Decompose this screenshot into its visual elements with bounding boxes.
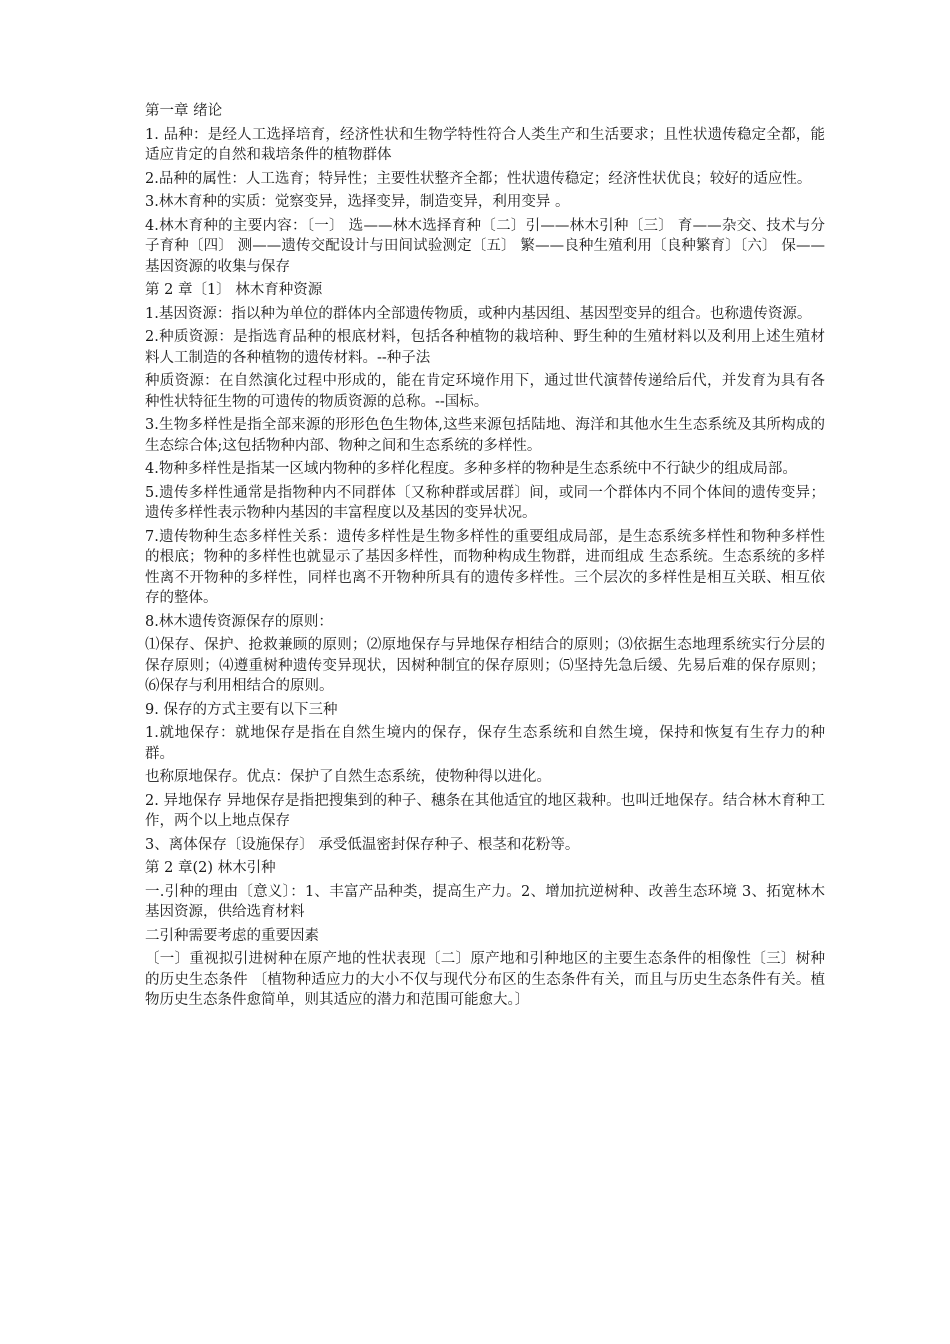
document-body bbox=[145, 101, 825, 1014]
paragraph: 二引种需要考虑的重要因素 bbox=[145, 927, 319, 944]
paragraph: 7.遗传物种生态多样性关系：遗传多样性是生物多样性的重要组成局部，是生态系统多样性和物种多样性的根底；物种的多样性也就显示了基因多样性，而物种构成生物群，进而组成 生态系统。生态系统的多样性离不开物种的多样性，同样也离不开物种所具有的遗传多样性。三个层次的多样性是相互关联、相互依存的整体。 bbox=[145, 528, 825, 606]
paragraph: 3.林木育种的实质：觉察变异，选择变异，制造变异，利用变异 。 bbox=[145, 194, 570, 210]
paragraph: 1.基因资源：指以种为单位的群体内全部遗传物质，或种内基因组、基因型变异的组合。也称遗传资源。 bbox=[145, 305, 812, 322]
chapter-2-2-heading: 第 2 章(2) 林木引种 bbox=[145, 860, 276, 876]
paragraph: 4.物种多样性是指某一区域内物种的多样化程度。多种多样的物种是生态系统中不行缺少的组成局部。 bbox=[145, 461, 797, 477]
paragraph: 1.就地保存：就地保存是指在自然生境内的保存，保存生态系统和自然生境，保持和恢复有生存力的种群。 bbox=[145, 725, 825, 762]
paragraph: 1. 品种：是经人工选择培育，经济性状和生物学特性符合人类生产和生活要求；且性状遗传稳定全都，能适应肯定的自然和栽培条件的植物群体 bbox=[145, 126, 825, 163]
paragraph: 2.品种的属性：人工选育；特异性；主要性状整齐全都；性状遗传稳定；经济性状优良；较好的适应性。 bbox=[145, 170, 812, 187]
paragraph: 4.林木育种的主要内容：〔一〕 选——林木选择育种〔二〕引——林木引种〔三〕 育——杂交、技术与分子育种〔四〕 测——遗传交配设计与田间试验测定〔五〕 繁——良种生殖利用〔良种繁育〕〔六〕 保——基因资源的收集与保存 bbox=[145, 217, 825, 275]
paragraph: 9. 保存的方式主要有以下三种 bbox=[145, 701, 338, 718]
paragraph: 3、离体保存〔设施保存〕 承受低温密封保存种子、根茎和花粉等。 bbox=[145, 836, 580, 853]
chapter-1-heading: 第一章 绪论 bbox=[145, 103, 223, 119]
paragraph: 5.遗传多样性通常是指物种内不同群体〔又称种群或居群〕间，或同一个群体内不同个体间的遗传变异；遗传多样性表示物种内基因的丰富程度以及基因的变异状况。 bbox=[145, 484, 825, 521]
paragraph: 2.种质资源：是指选育品种的根底材料，包括各种植物的栽培种、野生种的生殖材料以及利用上述生殖材料人工制造的各种植物的遗传材料。--种子法 bbox=[145, 329, 825, 366]
chapter-2-1-heading: 第 2 章〔1〕 林木育种资源 bbox=[145, 282, 323, 298]
paragraph: 3.生物多样性是指全部来源的形形色色生物体,这些来源包括陆地、海洋和其他水生生态系统及其所构成的生态综合体;这包括物种内部、物种之间和生态系统的多样性。 bbox=[145, 417, 825, 454]
paragraph: 〔一〕重视拟引进树种在原产地的性状表现〔二〕原产地和引种地区的主要生态条件的相像性〔三〕树种的历史生态条件 〔植物种适应力的大小不仅与现代分布区的生态条件有关，而且与历史生态条件有关。植物历史生态条件愈简单，则其适应的潜力和范围可能愈大。〕 bbox=[145, 951, 825, 1008]
paragraph: 一.引种的理由〔意义〕：1、丰富产品种类，提高生产力。2、增加抗逆树种、改善生态环境 3、拓宽林木基因资源，供给选育材料 bbox=[145, 883, 825, 920]
paragraph: 种质资源：在自然演化过程中形成的，能在肯定环境作用下，通过世代演替传递给后代，并发育为具有各种性状特征生物的可遗传的物质资源的总称。--国标。 bbox=[145, 373, 825, 410]
paragraph: 2. 异地保存 异地保存是指把搜集到的种子、穗条在其他适宜的地区栽种。也叫迁地保存。结合林木育种工作，两个以上地点保存 bbox=[145, 792, 825, 829]
paragraph: ⑴保存、保护、抢救兼顾的原则；⑵原地保存与异地保存相结合的原则；⑶依据生态地理系统实行分层的保存原则；⑷遵重树种遗传变异现状，因树种制宜的保存原则；⑸坚持先急后缓、先易后难的保存原则；⑹保存与利用相结合的原则。 bbox=[145, 637, 825, 694]
paragraph: 也称原地保存。优点：保护了自然生态系统，使物种得以进化。 bbox=[145, 769, 551, 785]
paragraph: 8.林木遗传资源保存的原则： bbox=[145, 613, 333, 630]
